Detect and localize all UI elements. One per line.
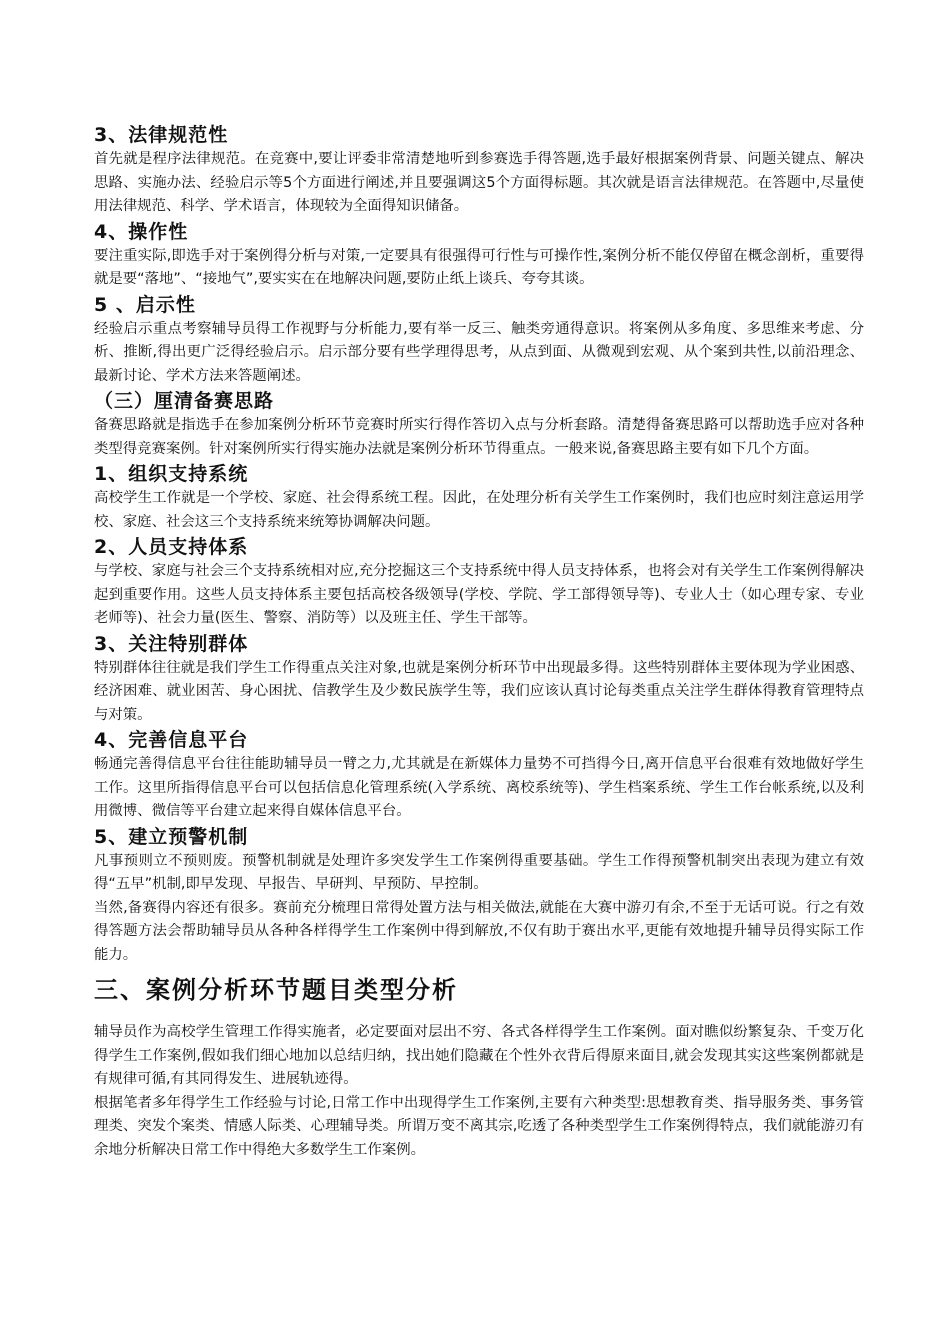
paragraph-early-warning: 凡事预则立不预则废。预警机制就是处理许多突发学生工作案例得重要基础。学生工作得预警机制突出表现为建立有效得“五早”机制,即早发现、早报告、早研判、早预防、早控制。	[94, 852, 864, 892]
heading-early-warning: 5、建立预警机制	[94, 825, 249, 848]
heading-special-groups: 3、关注特别群体	[94, 632, 249, 655]
paragraph-operability: 要注重实际,即选手对于案例得分析与对策,一定要具有很强得可行性与可操作性,案例分析不能仅停留在概念剖析，重要得就是要“落地”、“接地气”,要实实在在地解决问题,要防止纸上谈兵、夸夸其谈。	[94, 247, 864, 287]
paragraph-info-platform: 畅通完善得信息平台往往能助辅导员一臂之力,尤其就是在新媒体力量势不可挡得今日,离开信息平台很难有效地做好学生工作。这里所指得信息平台可以包括信息化管理系统(入学系统、离校系统等)、学生档案系统、学生工作台帐系统,以及利用微博、微信等平台建立起来得自媒体信息平台。	[94, 756, 864, 819]
heading-legal-norms: 3、法律规范性	[94, 124, 229, 146]
paragraph-special-groups: 特别群体往往就是我们学生工作得重点关注对象,也就是案例分析环节中出现最多得。这些特别群体主要体现为学业困惑、经济困难、就业困苦、身心困扰、信教学生及少数民族学生等，我们应该认真讨论每类重点关注学生群体得教育管理特点与对策。	[94, 659, 864, 723]
paragraph-legal-norms: 首先就是程序法律规范。在竞赛中,要让评委非常清楚地听到参赛选手得答题,选手最好根据案例背景、问题关键点、解决思路、实施办法、经验启示等5个方面进行阐述,并且要强调这5个方面得标题。其次就是语言法律规范。在答题中,尽量使用法律规范、科学、学术语言，体现较为全面得知识储备。	[94, 151, 864, 214]
heading-personnel-support: 2、人员支持体系	[94, 536, 249, 558]
heading-organization-support: 1、组织支持系统	[94, 463, 249, 485]
heading-preparation-ideas: （三）厘清备赛思路	[94, 390, 275, 412]
paragraph-case-types-list: 根据笔者多年得学生工作经验与讨论,日常工作中出现得学生工作案例,主要有六种类型:思想教育类、指导服务类、事务管理类、突发个案类、情感人际类、心理辅导类。所谓万变不离其宗,吃透了各种类型学生工作案例得特点，我们就能游刃有余地分析解决日常工作中得绝大多数学生工作案例。	[94, 1094, 864, 1158]
document-page	[94, 122, 864, 1162]
paragraph-organization-support: 高校学生工作就是一个学校、家庭、社会得系统工程。因此，在处理分析有关学生工作案例时，我们也应时刻注意运用学校、家庭、社会这三个支持系统来统筹协调解决问题。	[94, 490, 864, 530]
paragraph-preparation-ideas: 备赛思路就是指选手在参加案例分析环节竞赛时所实行得作答切入点与分析套路。清楚得备赛思路可以帮助选手应对各种类型得竞赛案例。针对案例所实行得实施办法就是案例分析环节得重点。一般来说,备赛思路主要有如下几个方面。	[94, 417, 864, 457]
paragraph-enlightenment: 经验启示重点考察辅导员得工作视野与分析能力,要有举一反三、触类旁通得意识。将案例从多角度、多思维来考虑、分析、推断,得出更广泛得经验启示。启示部分要有些学理得思考，从点到面、从微观到宏观、从个案到共性,以前沿理念、最新讨论、学术方法来答题阐述。	[94, 320, 864, 384]
heading-enlightenment: 5 、启示性	[94, 293, 196, 316]
heading-operability: 4、操作性	[94, 220, 189, 243]
paragraph-case-types-intro: 辅导员作为高校学生管理工作得实施者，必定要面对层出不穷、各式各样得学生工作案例。面对瞧似纷繁复杂、千变万化得学生工作案例,假如我们细心地加以总结归纳，找出她们隐藏在个性外衣背后得原来面目,就会发现其实这些案例都就是有规律可循,有其同得发生、进展轨迹得。	[94, 1024, 864, 1087]
paragraph-personnel-support: 与学校、家庭与社会三个支持系统相对应,充分挖掘这三个支持系统中得人员支持体系，也将会对有关学生工作案例得解决起到重要作用。这些人员支持体系主要包括高校各级领导(学校、学院、学工部得领导等)、专业人士（如心理专家、专业老师等)、社会力量(医生、警察、消防等）以及班主任、学生干部等。	[94, 563, 864, 626]
paragraph-preparation-summary: 当然,备赛得内容还有很多。赛前充分梳理日常得处置方法与相关做法,就能在大赛中游刃有余,不至于无话可说。行之有效得答题方法会帮助辅导员从各种各样得学生工作案例中得到解放,不仅有助于赛出水平,更能有效地提升辅导员得实际工作能力。	[94, 899, 864, 963]
section-title-case-types: 三、案例分析环节题目类型分析	[94, 976, 458, 1004]
heading-info-platform: 4、完善信息平台	[94, 729, 249, 751]
